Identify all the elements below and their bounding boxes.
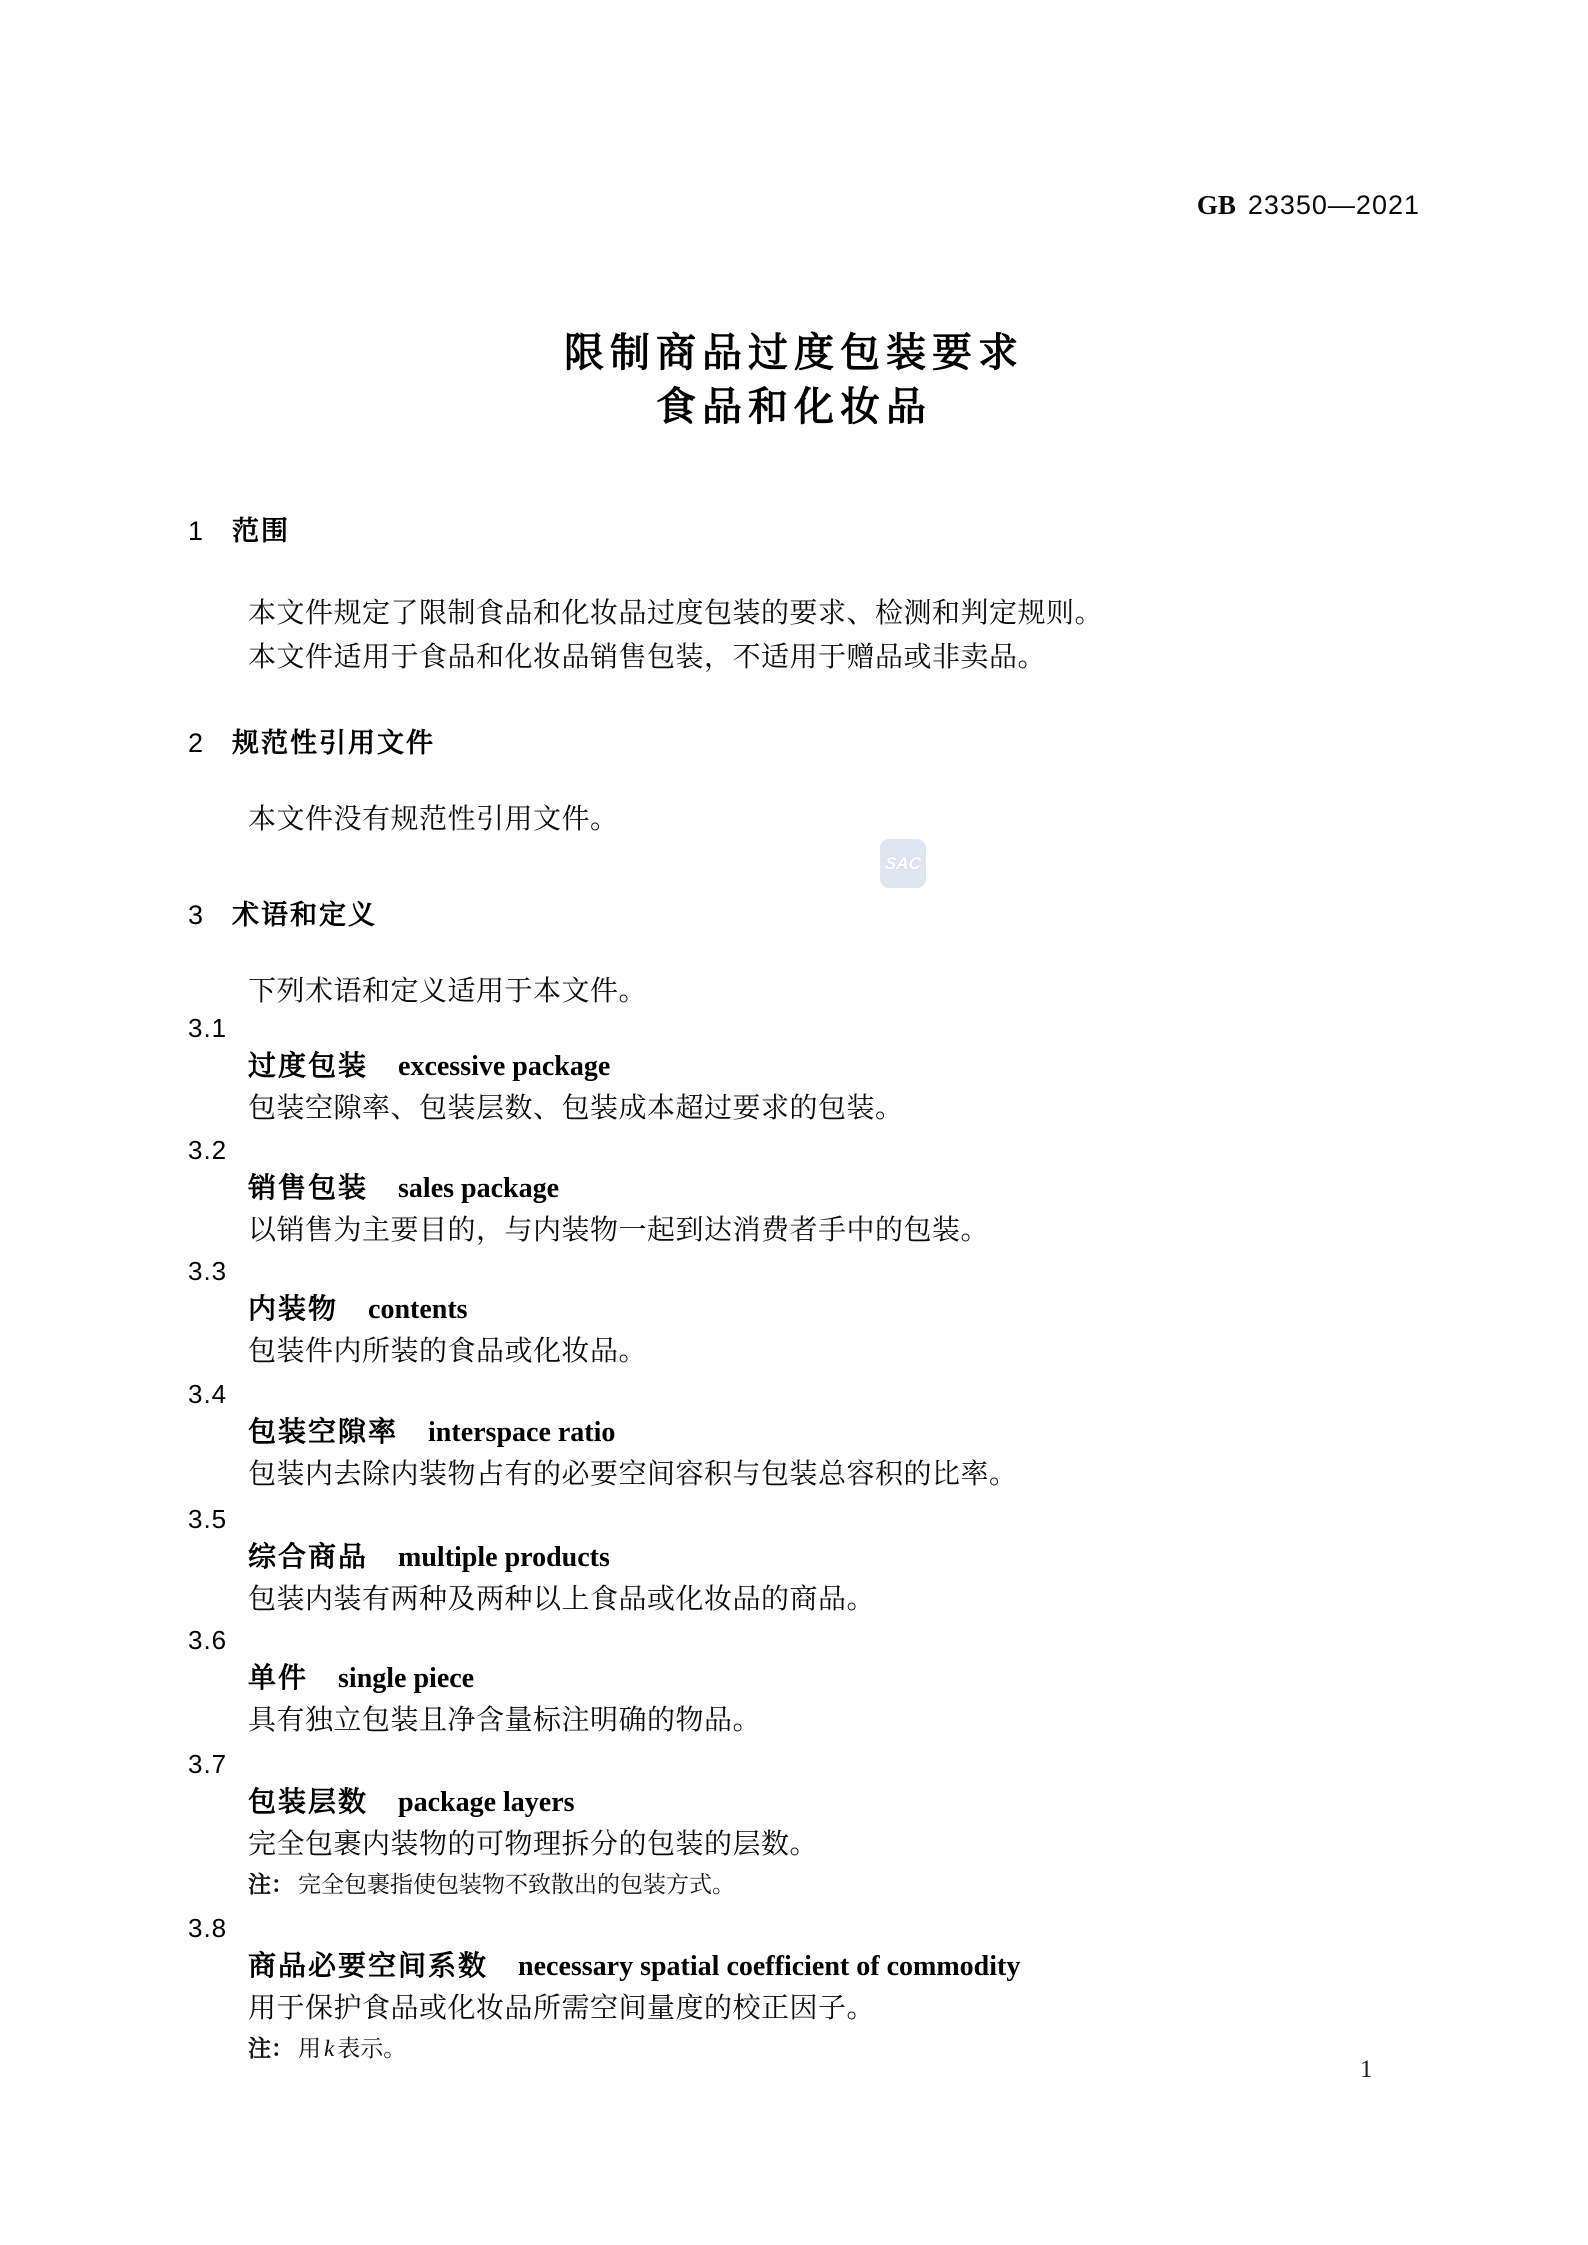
- document-title-line1: 限制商品过度包装要求: [564, 331, 1024, 375]
- term-title: [248, 1786, 575, 1819]
- term-number: 3.1: [188, 1013, 228, 1043]
- sac-watermark-logo: [880, 839, 926, 888]
- term-number: 3.5: [188, 1504, 228, 1534]
- document-title: [0, 326, 1588, 434]
- section-label: 术语和定义: [232, 900, 377, 930]
- term-chinese: 单件: [248, 1662, 309, 1693]
- term-definition: 包装内装有两种及两种以上食品或化妆品的商品。: [248, 1584, 876, 1615]
- term-note: [248, 1871, 735, 1898]
- term-chinese: 内装物: [248, 1293, 339, 1324]
- term-number: 3.3: [188, 1256, 228, 1286]
- paragraph: 本文件没有规范性引用文件。: [248, 804, 619, 835]
- term-english: multiple products: [398, 1542, 610, 1573]
- term-definition: 包装件内所装的食品或化妆品。: [248, 1336, 648, 1367]
- term-note-label: 注：: [248, 2035, 294, 2061]
- doc-number-prefix: GB: [1196, 190, 1236, 220]
- term-definition: 以销售为主要目的，与内装物一起到达消费者手中的包装。: [248, 1215, 990, 1246]
- paragraph: 下列术语和定义适用于本文件。: [248, 976, 648, 1007]
- section-label: 范围: [232, 516, 290, 546]
- term-definition: 具有独立包装且净含量标注明确的物品。: [248, 1705, 762, 1736]
- term-note-label: 注：: [248, 1871, 294, 1897]
- section-number: 2: [188, 728, 204, 758]
- document-title-line2: 食品和化妆品: [656, 385, 932, 429]
- term-number: 3.6: [188, 1625, 228, 1655]
- doc-number-value: 23350—2021: [1247, 190, 1420, 220]
- term-chinese: 综合商品: [248, 1541, 369, 1572]
- term-number: 3.4: [188, 1379, 228, 1409]
- term-english: interspace ratio: [428, 1417, 616, 1448]
- section-number: 1: [188, 516, 204, 546]
- paragraph: 本文件适用于食品和化妆品销售包装，不适用于赠品或非卖品。: [248, 642, 1047, 673]
- term-english: excessive package: [398, 1051, 611, 1082]
- section-number: 3: [188, 900, 204, 930]
- term-chinese: 包装层数: [248, 1786, 369, 1817]
- term-definition: 完全包裹内装物的可物理拆分的包装的层数。: [248, 1829, 819, 1860]
- section-heading-3: [188, 900, 377, 931]
- term-title: [248, 1541, 610, 1574]
- term-title: [248, 1662, 474, 1695]
- term-number: 3.7: [188, 1749, 228, 1779]
- term-note-text: 完全包裹指使包装物不致散出的包装方式。: [298, 1872, 735, 1897]
- term-number: 3.2: [188, 1135, 228, 1165]
- term-chinese: 商品必要空间系数: [248, 1950, 489, 1981]
- term-title: [248, 1293, 468, 1326]
- term-note-symbol: k: [324, 2036, 335, 2061]
- term-title: [248, 1416, 615, 1449]
- section-heading-1: [188, 516, 290, 547]
- term-note-text: 表示。: [337, 2036, 407, 2061]
- term-number: 3.8: [188, 1913, 228, 1943]
- paragraph: 本文件规定了限制食品和化妆品过度包装的要求、检测和判定规则。: [248, 598, 1104, 629]
- term-english: necessary spatial coefficient of commodity: [518, 1951, 1021, 1982]
- term-chinese: 过度包装: [248, 1050, 369, 1081]
- term-note-text: 用: [298, 2036, 321, 2061]
- term-english: package layers: [398, 1787, 575, 1818]
- term-definition: 包装内去除内装物占有的必要空间容积与包装总容积的比率。: [248, 1459, 1018, 1490]
- page-number: 1: [1360, 2056, 1373, 2083]
- term-definition: 用于保护食品或化妆品所需空间量度的校正因子。: [248, 1993, 876, 2024]
- term-definition: 包装空隙率、包装层数、包装成本超过要求的包装。: [248, 1093, 904, 1124]
- term-title: [248, 1172, 559, 1205]
- term-chinese: 包装空隙率: [248, 1416, 399, 1447]
- section-label: 规范性引用文件: [232, 728, 435, 758]
- section-heading-2: [188, 728, 435, 759]
- term-title: [248, 1050, 610, 1083]
- term-english: single piece: [338, 1663, 475, 1694]
- term-title: [248, 1950, 1020, 1983]
- term-chinese: 销售包装: [248, 1172, 369, 1203]
- sac-watermark-text: SAC: [884, 853, 922, 873]
- doc-number: [1197, 190, 1420, 221]
- term-english: contents: [368, 1294, 468, 1325]
- term-english: sales package: [398, 1173, 560, 1204]
- term-note: [248, 2035, 406, 2062]
